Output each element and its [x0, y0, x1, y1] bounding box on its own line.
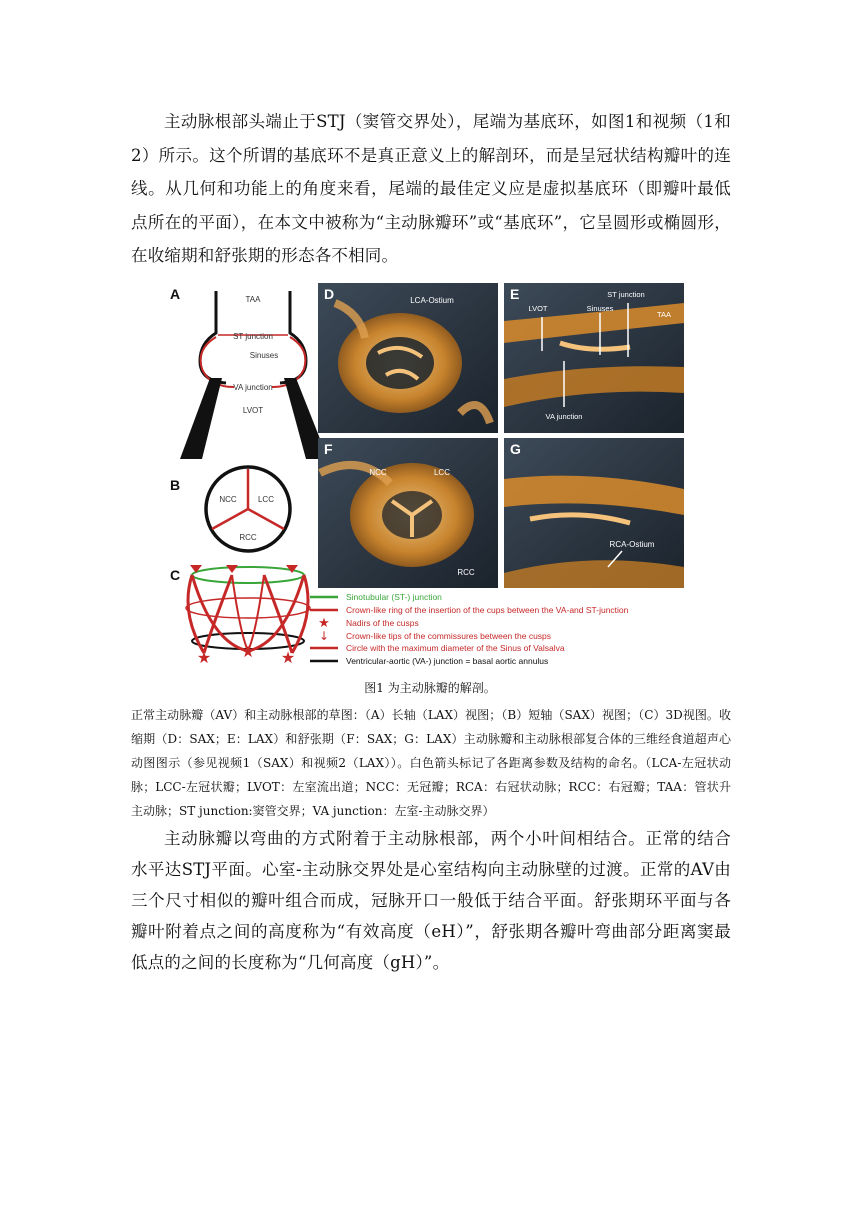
svg-text:★: ★: [280, 648, 296, 667]
legend-item: Circle with the maximum diameter of the Sinus of Valsalva: [346, 643, 565, 653]
figure-caption-title: 图1 为主动脉瓣的解剖。: [364, 681, 496, 695]
legend-item: Crown-like tips of the commissures between the cusps: [346, 631, 552, 641]
panel-e-va-label: VA junction: [545, 412, 583, 421]
panel-b-rcc-label: RCC: [239, 533, 257, 542]
panel-a-lvot-label: LVOT: [242, 406, 264, 415]
panel-a-taa-label: TAA: [245, 295, 261, 304]
svg-text:★: ★: [196, 648, 212, 667]
legend-item: Ventricular-aortic (VA-) junction = basal aortic annulus: [346, 656, 549, 666]
panel-f-ncc-label: NCC: [369, 468, 387, 477]
svg-text:↓: ↓: [318, 629, 330, 643]
panel-a-sketch: [180, 291, 328, 459]
figure-caption-body: 正常主动脉瓣（AV）和主动脉根部的草图：（A）长轴（LAX）视图；（B）短轴（SAX）视图；（C）3D视图。收缩期（D：SAX；E：LAX）和舒张期（F：SAX；G：LAX）主动脉瓣和主动脉根部复合体的三维经食道超声心动图图示（参见视频1（SAX）和视频2（LAX））。白色箭头标记了各距离参数及结构的命名。（LCA-左冠状动脉；LCC-左冠状瓣；LVOT：左室流出道；NCC：无冠瓣；RCA：右冠状动脉；RCC：右冠瓣；TAA：管状升主动脉；ST junction:窦管交界；VA junction：左室-主动脉交界）: [131, 708, 731, 818]
panel-a-va-label: VA junction: [233, 383, 273, 392]
panel-letter-a: A: [170, 286, 181, 302]
panel-e-st-label: ST junction: [607, 290, 645, 299]
panel-letter-c: C: [170, 567, 181, 583]
panel-d-echo-image: [318, 283, 498, 433]
panel-e-lvot-label: LVOT: [528, 304, 548, 313]
panel-e-taa-label: TAA: [656, 310, 672, 319]
panel-b-ncc-label: NCC: [219, 495, 237, 504]
panel-c-sketch: [186, 565, 310, 667]
panel-letter-b: B: [170, 477, 181, 493]
panel-g-echo-image: [504, 438, 684, 588]
legend-item: Sinotubular (ST-) junction: [346, 592, 442, 602]
panel-a-sinuses-label: Sinuses: [249, 351, 279, 360]
panel-f-lcc-label: LCC: [433, 468, 451, 477]
panel-d-lca-label: LCA-Ostium: [410, 296, 454, 305]
panel-letter-f: F: [324, 441, 333, 457]
legend-item: Crown-like ring of the insertion of the cups between the VA-and ST-junction: [346, 605, 629, 615]
panel-g-rca-label: RCA-Ostium: [609, 540, 655, 549]
aortic-valve-anatomy-figure: [160, 283, 688, 670]
svg-text:★: ★: [318, 616, 330, 631]
legend-item: Nadirs of the cusps: [346, 618, 419, 628]
panel-e-sinuses-label: Sinuses: [586, 304, 614, 313]
panel-letter-g: G: [510, 441, 521, 457]
panel-f-echo-image: [318, 438, 498, 588]
panel-letter-d: D: [324, 286, 335, 302]
panel-f-rcc-label: RCC: [457, 568, 475, 577]
panel-a-st-label: ST junction: [233, 332, 273, 341]
panel-letter-e: E: [510, 286, 520, 302]
paragraph-2: 主动脉瓣以弯曲的方式附着于主动脉根部，两个小叶间相结合。正常的结合水平达STJ平面。心室-主动脉交界处是心室结构向主动脉壁的过渡。正常的AV由三个尺寸相似的瓣叶组合而成，冠脉开口一般低于结合平面。舒张期环平面与各瓣叶附着点之间的高度称为“有效高度（eH）”，舒张期各瓣叶弯曲部分距离窦最低点的之间的长度称为“几何高度（gH）”。: [131, 829, 731, 972]
panel-b-lcc-label: LCC: [257, 495, 275, 504]
figure-legend: [310, 592, 629, 666]
svg-text:★: ★: [240, 642, 256, 661]
paragraph-1: 主动脉根部头端止于STJ（窦管交界处），尾端为基底环，如图1和视频（1和2）所示。这个所谓的基底环不是真正意义上的解剖环，而是呈冠状结构瓣叶的连线。从几何和功能上的角度来看，尾端的最佳定义应是虚拟基底环（即瓣叶最低点所在的平面），在本文中被称为“主动脉瓣环”或“基底环”，它呈圆形或椭圆形，在收缩期和舒张期的形态各不相同。: [131, 112, 731, 265]
